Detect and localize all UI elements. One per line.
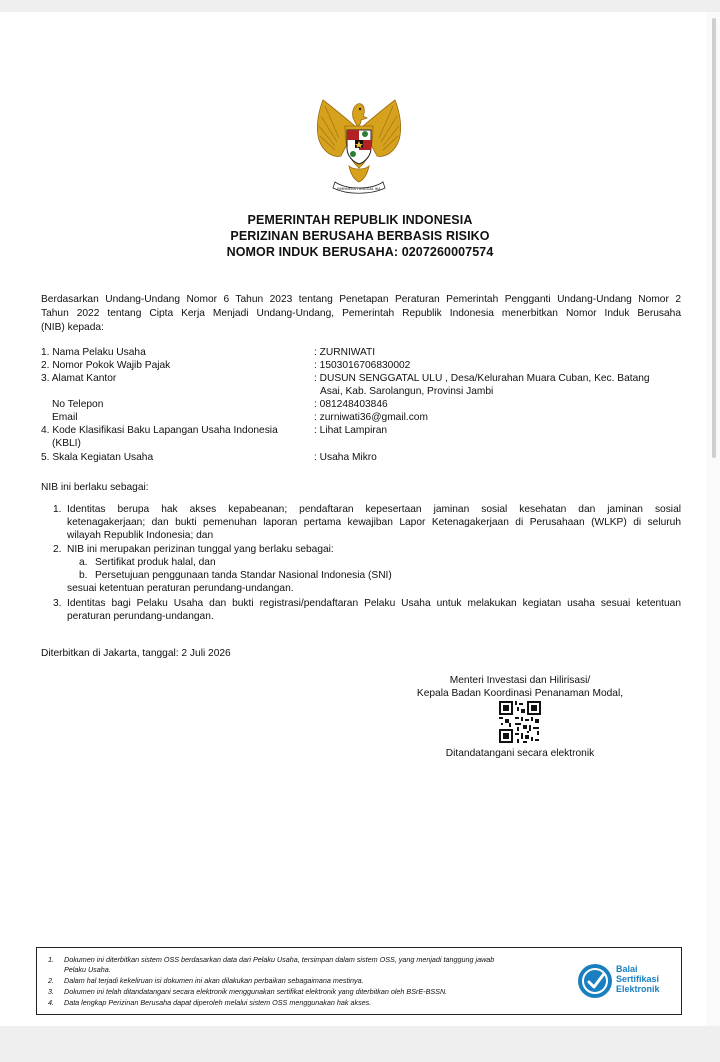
nib-item-1-line-2: ketenagakerjaan; dan bukti pemenuhan laporan pertama kewajiban Lapor Ketenagakerjaan di Perusahaan (WLKP) di seluruh (67, 517, 681, 528)
header-line-1: PEMERINTAH REPUBLIK INDONESIA (247, 213, 473, 227)
field-label-kbli-2: (KBLI) (52, 438, 81, 449)
field-value-skala: : Usaha Mikro (314, 452, 377, 463)
nib-item-1-number: 1. (53, 504, 62, 515)
bsre-logo-icon (576, 962, 614, 1000)
nib-number-title: NOMOR INDUK BERUSAHA: 0207260007574 (226, 245, 494, 259)
field-label-npwp: 2. Nomor Pokok Wajib Pajak (41, 360, 171, 371)
bottom-bar (0, 1026, 720, 1062)
header-line-2: PERIZINAN BERUSAHA BERBASIS RISIKO (230, 229, 490, 243)
footer-note-2-number: 2. (48, 976, 54, 985)
nib-item-2b: Persetujuan penggunaan tanda Standar Nasional Indonesia (SNI) (95, 570, 392, 581)
intro-line-3: (NIB) kepada: (41, 322, 104, 333)
footer-note-1-number: 1. (48, 955, 54, 964)
footer-note-1b: Pelaku Usaha. (64, 965, 111, 974)
nib-item-2-number: 2. (53, 544, 62, 555)
field-value-email: : zurniwati36@gmail.com (314, 412, 428, 423)
footer-note-3: Dokumen ini telah ditandatangani secara elektronik menggunakan sertifikat elektronik yang diterbitkan oleh BSrE-BSSN. (64, 987, 448, 996)
nib-item-3-line-1: Identitas bagi Pelaku Usaha dan bukti registrasi/pendaftaran Pelaku Usaha untuk melakukan kegiatan usaha sesuai ketentuan (67, 598, 681, 609)
footer-note-4: Data lengkap Perizinan Berusaha dapat diperoleh melalui sistem OSS menggunakan hak akses. (64, 998, 372, 1007)
nib-item-2a-letter: a. (79, 557, 88, 568)
footer-note-3-number: 3. (48, 987, 54, 996)
field-value-alamat-2: Asai, Kab. Sarolangun, Provinsi Jambi (320, 386, 494, 397)
top-bar (0, 0, 720, 12)
field-label-telepon: No Telepon (52, 399, 104, 410)
issued-date: Diterbitkan di Jakarta, tanggal: 2 Juli 2026 (41, 648, 231, 659)
nib-item-2-line-2: sesuai ketentuan peraturan perundang-undangan. (67, 583, 294, 594)
field-value-telepon: : 081248403846 (314, 399, 388, 410)
bsre-line-3: Elektronik (616, 984, 660, 994)
nib-item-2b-letter: b. (79, 570, 88, 581)
qr-code-icon (499, 701, 541, 743)
footer-note-1a: Dokumen ini diterbitkan sistem OSS berdasarkan data dari Pelaku Usaha, tersimpan dalam sistem OSS, yang menjadi tanggung jawab (64, 955, 495, 964)
nib-item-1-line-3: wilayah Republik Indonesia; dan (67, 530, 214, 541)
nib-heading: NIB ini berlaku sebagai: (41, 482, 149, 493)
nib-item-3-line-2: peraturan perundang-undangan. (67, 611, 214, 622)
field-label-alamat: 3. Alamat Kantor (41, 373, 117, 384)
field-label-email: Email (52, 412, 78, 423)
nib-item-2-line-1: NIB ini merupakan perizinan tunggal yang berlaku sebagai: (67, 544, 334, 555)
footer-note-4-number: 4. (48, 998, 54, 1007)
field-label-kbli-1: 4. Kode Klasifikasi Baku Lapangan Usaha Indonesia (41, 425, 278, 436)
intro-line-1: Berdasarkan Undang-Undang Nomor 6 Tahun 2023 tentang Penetapan Peraturan Pemerintah Pengganti Undang-Undang Nomor 2 (41, 294, 681, 305)
intro-paragraph (41, 293, 681, 335)
signature-line-2: Kepala Badan Koordinasi Penanaman Modal, (416, 688, 624, 699)
signed-electronically: Ditandatangani secara elektronik (445, 748, 595, 759)
field-value-nama: : ZURNIWATI (314, 347, 376, 358)
nib-item-2a: Sertifikat produk halal, dan (95, 557, 216, 568)
bsre-line-2: Sertifikasi (616, 974, 660, 984)
field-value-kbli: : Lihat Lampiran (314, 425, 388, 436)
field-value-alamat-1: : DUSUN SENGGATAL ULU , Desa/Kelurahan Muara Cuban, Kec. Batang (314, 373, 650, 384)
nib-item-3-number: 3. (53, 598, 62, 609)
bsre-line-1: Balai (616, 964, 638, 974)
footer-note-2: Dalam hal terjadi kekeliruan isi dokumen ini akan dilakukan perbaikan sebagaimana mestinya. (64, 976, 364, 985)
signature-line-1: Menteri Investasi dan Hilirisasi/ (449, 675, 591, 686)
nib-item-1-line-1: Identitas berupa hak akses kepabeanan; pendaftaran kepesertaan jaminan sosial kesehatan dan jaminan sosial (67, 504, 681, 515)
field-label-skala: 5. Skala Kegiatan Usaha (41, 452, 154, 463)
field-value-npwp: : 1503016706830002 (314, 360, 411, 371)
emblem-motto: BHINNEKA TUNGGAL IKA (337, 187, 381, 191)
bsre-logo-text (616, 964, 660, 994)
garuda-emblem-icon (305, 96, 413, 196)
field-label-nama: 1. Nama Pelaku Usaha (41, 347, 146, 358)
intro-line-2: Tahun 2022 tentang Cipta Kerja Menjadi Undang-Undang, Pemerintah Republik Indonesia menerbitkan Nomor Induk Berusaha (41, 308, 681, 319)
